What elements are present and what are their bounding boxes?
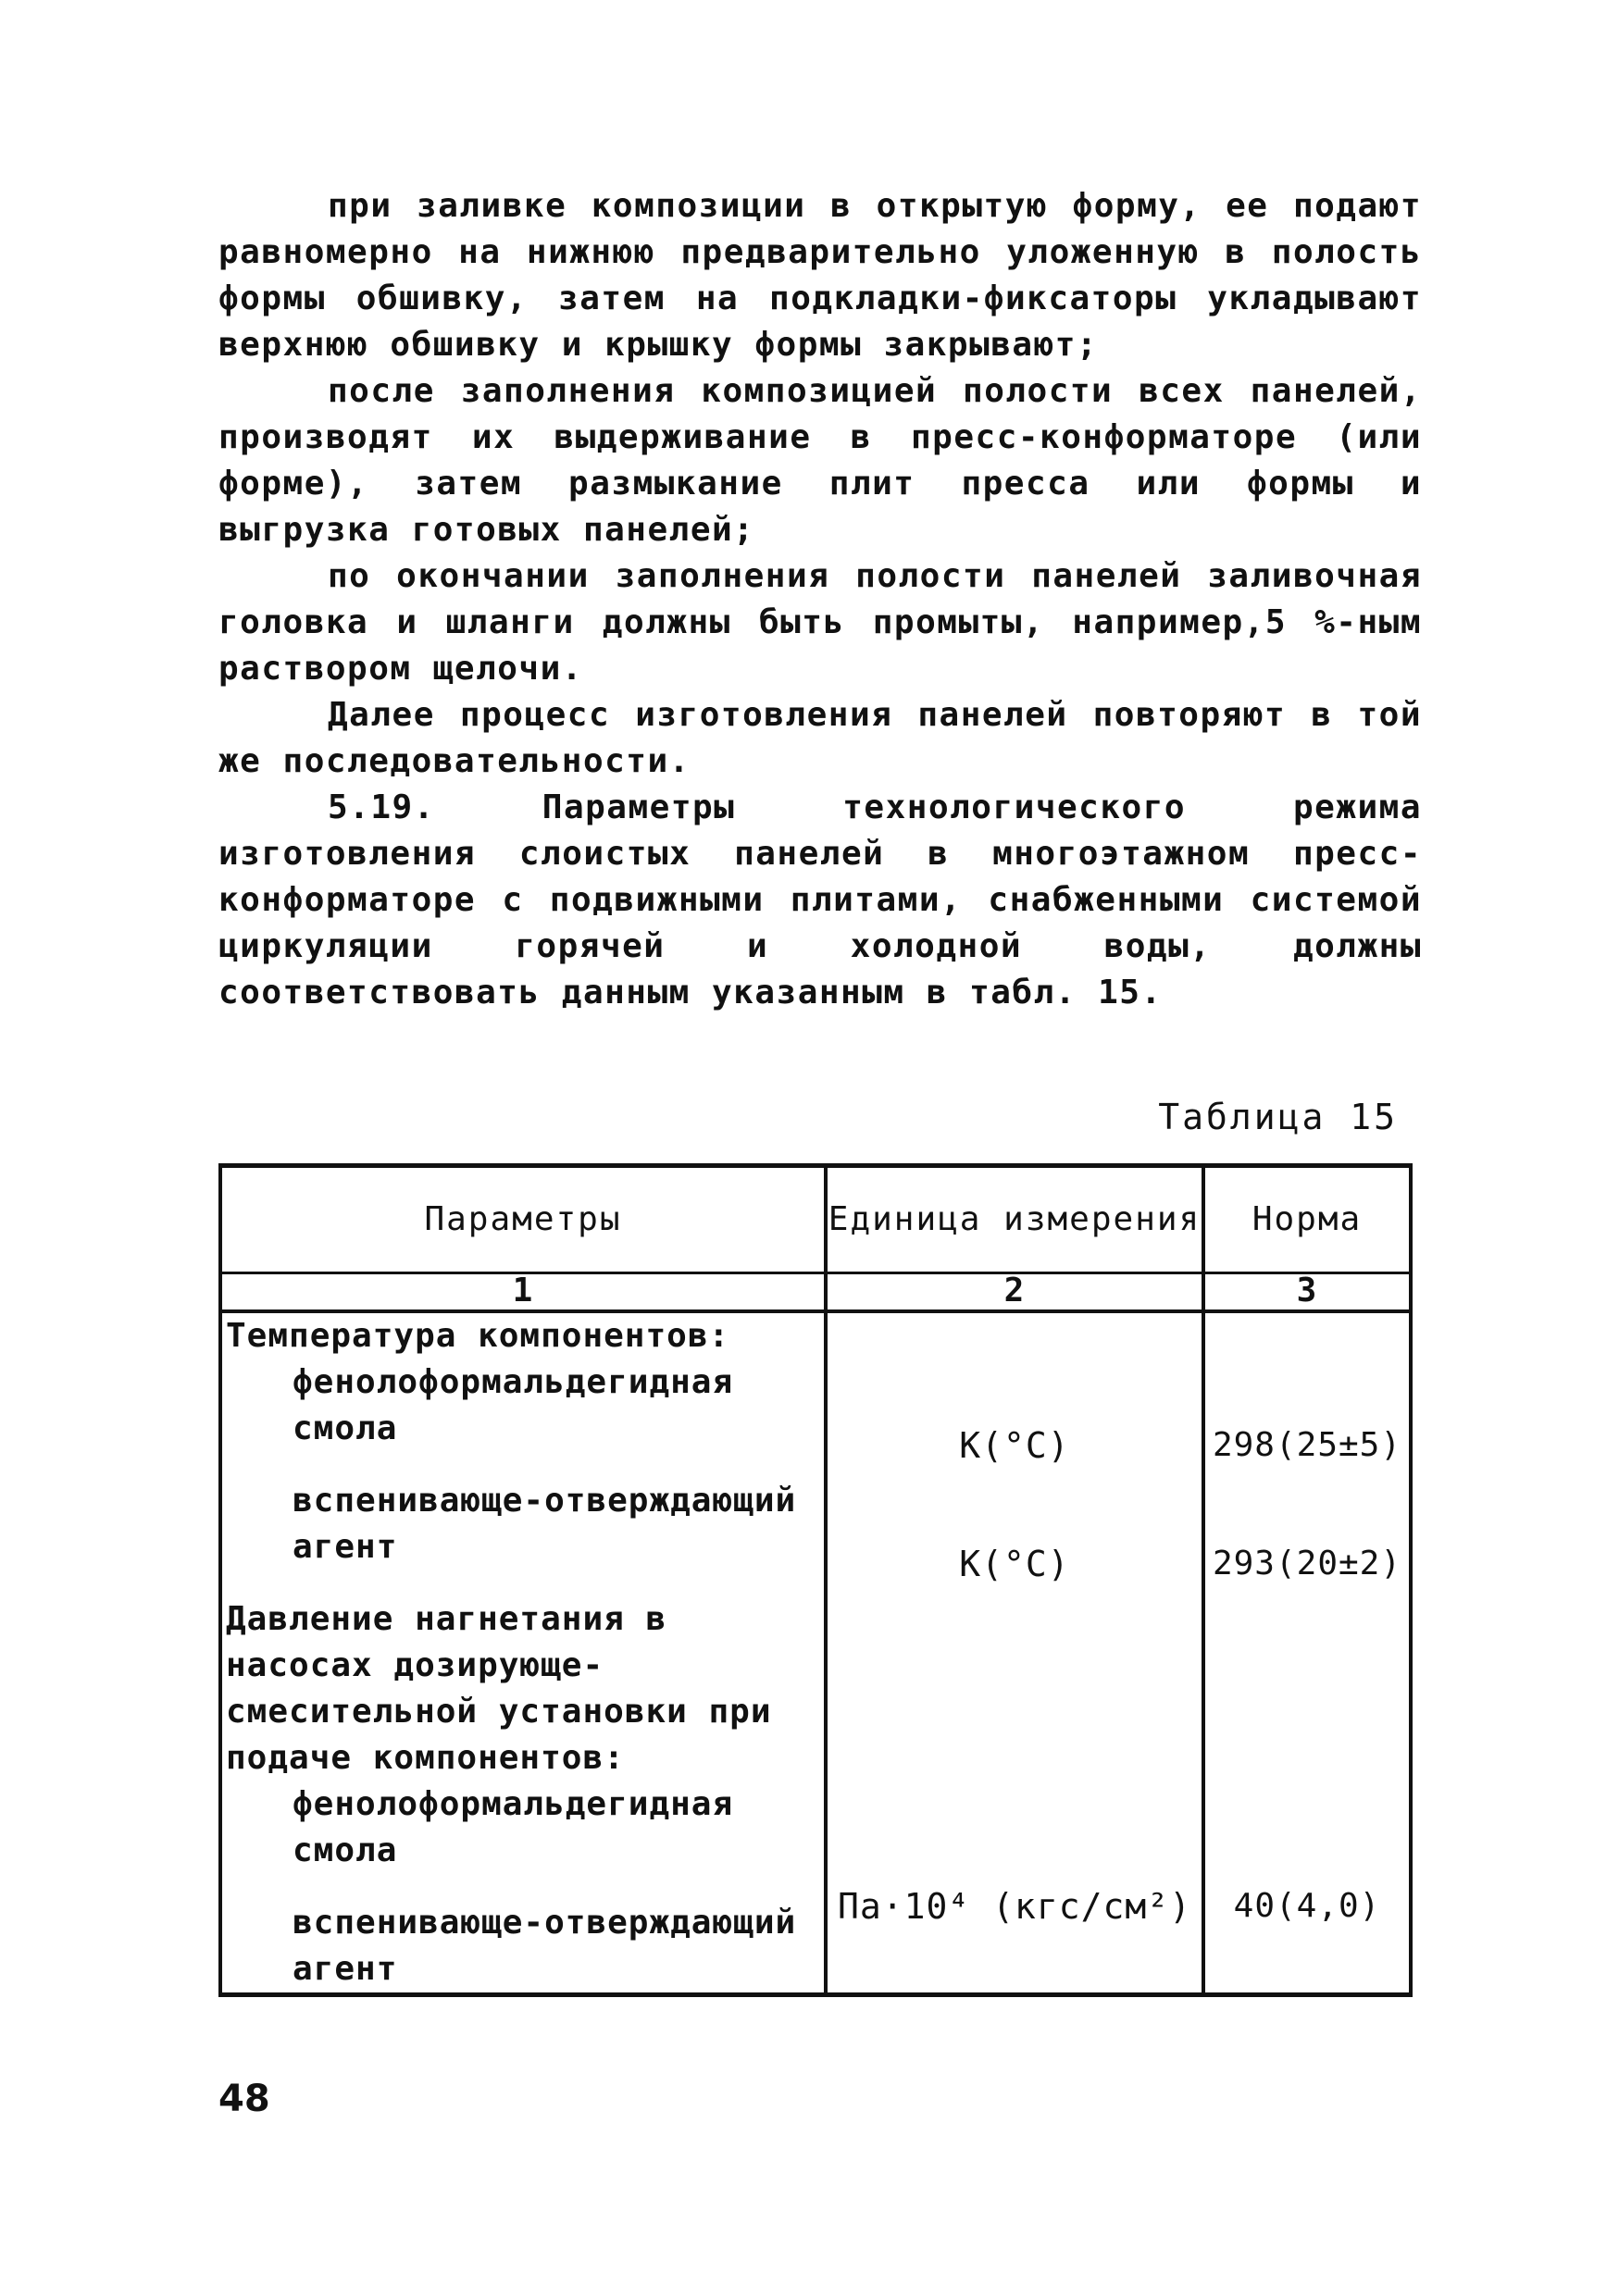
column-number-1: 1 xyxy=(220,1273,826,1312)
column-number-3: 3 xyxy=(1203,1273,1411,1312)
norms-cell xyxy=(1203,1311,1411,1995)
paragraph-pouring: при заливке композиции в открытую форму, ее подают равномерно на нижнюю предварительно уложенную в полость формы обшивку, затем на подкладки-фиксаторы укладывают верхнюю обшивку и крышку формы закрывают; xyxy=(218,187,1422,364)
parameters-cell xyxy=(220,1311,826,1995)
paragraph-5-19: 5.19. Параметры технологического режима изготовления слоистых панелей в многоэтажном пресс-конформаторе с подвижными плитами, снабженными системой циркуляции горячей и холодной воды, должны соответствовать данным указанным в табл. 15. xyxy=(218,788,1422,1011)
units-cell xyxy=(826,1311,1203,1995)
group-pressure-agent: вспенивающе-отверждающий агент xyxy=(293,1904,797,1988)
page-number: 48 xyxy=(218,2078,270,2120)
norm-temperature-resin: 298(25±5) xyxy=(1212,1426,1402,1464)
group-pressure-resin: фенолоформальдегидная смола xyxy=(293,1785,734,1869)
unit-temperature-agent: К(°С) xyxy=(959,1544,1070,1584)
column-number-row xyxy=(220,1273,1411,1312)
group-temperature-agent: вспенивающе-отверждающий агент xyxy=(293,1482,797,1566)
group-pressure-title: Давление нагнетания в насосах дозирующе-смесительной установки при подаче компонентов: xyxy=(226,1600,772,1777)
norm-temperature-agent: 293(20±2) xyxy=(1212,1545,1402,1582)
norm-pressure-resin: 40(4,0) xyxy=(1233,1887,1381,1925)
table-body-row xyxy=(220,1311,1411,1995)
column-number-2: 2 xyxy=(826,1273,1203,1312)
group-temperature-resin: фенолоформальдегидная смола xyxy=(293,1363,734,1447)
paragraph-holding: после заполнения композицией полости всех панелей, производят их выдерживание в пресс-конформаторе (или форме), затем размыкание плит пресса или формы и выгрузка готовых панелей; xyxy=(218,372,1422,549)
header-norm: Норма xyxy=(1203,1166,1411,1273)
unit-pressure-resin: Па·10⁴ (кгс/см²) xyxy=(837,1886,1192,1927)
header-unit: Единица измерения xyxy=(826,1166,1203,1273)
table-header-row xyxy=(220,1166,1411,1273)
body-text xyxy=(218,183,1422,1016)
paragraph-flushing: по окончании заполнения полости панелей заливочная головка и шланги должны быть промыты, например,5 %-ным раствором щелочи. xyxy=(218,557,1422,688)
paragraph-repeat: Далее процесс изготовления панелей повторяют в той же последовательности. xyxy=(218,696,1422,780)
group-temperature-title: Температура компонентов: xyxy=(226,1317,730,1355)
parameters-table xyxy=(218,1163,1413,1997)
header-parameters: Параметры xyxy=(220,1166,826,1273)
table-caption: Таблица 15 xyxy=(1158,1097,1398,1137)
unit-temperature-resin: К(°С) xyxy=(959,1425,1070,1466)
